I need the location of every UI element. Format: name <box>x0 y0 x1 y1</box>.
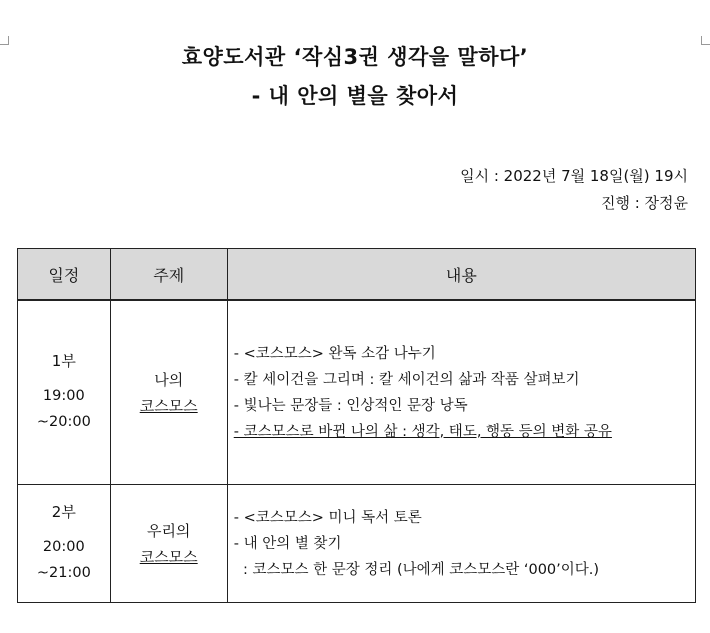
header-topic: 주제 <box>110 249 227 301</box>
topic-line: 나의 <box>154 370 184 389</box>
topic-cell <box>110 485 227 603</box>
content-line: - 칼 세이건을 그리며 : 칼 세이건의 삶과 작품 살펴보기 <box>233 371 580 388</box>
part-label: 1부 <box>51 352 76 370</box>
table-row <box>18 485 696 603</box>
event-host: 진행 : 장정윤 <box>600 194 688 212</box>
event-date: 일시 : 2022년 7월 18일(월) 19시 <box>460 167 688 185</box>
time-end: ~20:00 <box>36 414 91 430</box>
content-line: : 코스모스 한 문장 정리 (나에게 코스모스란 ‘000’이다.) <box>233 561 600 578</box>
content-line: - 빛나는 문장들 : 인상적인 문장 낭독 <box>233 397 468 414</box>
document-title: 효양도서관 ‘작심3권 생각을 말하다’ <box>181 45 529 69</box>
time-start: 20:00 <box>42 539 85 555</box>
document-subtitle: - 내 안의 별을 찾아서 <box>251 84 459 108</box>
content-line: - <코스모스> 완독 소감 나누기 <box>233 345 436 362</box>
content-line: - <코스모스> 미니 독서 토론 <box>233 509 422 526</box>
content-line: - 내 안의 별 찾기 <box>233 535 342 552</box>
topic-line: 코스모스 <box>139 547 198 566</box>
content-cell <box>227 485 695 603</box>
content-line: - 코스모스로 바뀐 나의 삶 : 생각, 태도, 행동 등의 변화 공유 <box>233 423 612 440</box>
content-cell <box>227 300 695 485</box>
time-start: 19:00 <box>42 388 85 404</box>
topic-line: 우리의 <box>146 521 191 540</box>
topic-line: 코스모스 <box>139 396 198 415</box>
header-schedule: 일정 <box>18 249 111 301</box>
time-end: ~21:00 <box>36 565 91 581</box>
schedule-table <box>17 248 696 603</box>
table-header-row <box>18 249 696 301</box>
header-content: 내용 <box>227 249 695 301</box>
schedule-cell <box>18 300 111 485</box>
schedule-cell <box>18 485 111 603</box>
table-row <box>18 300 696 485</box>
topic-cell <box>110 300 227 485</box>
part-label: 2부 <box>51 503 76 521</box>
